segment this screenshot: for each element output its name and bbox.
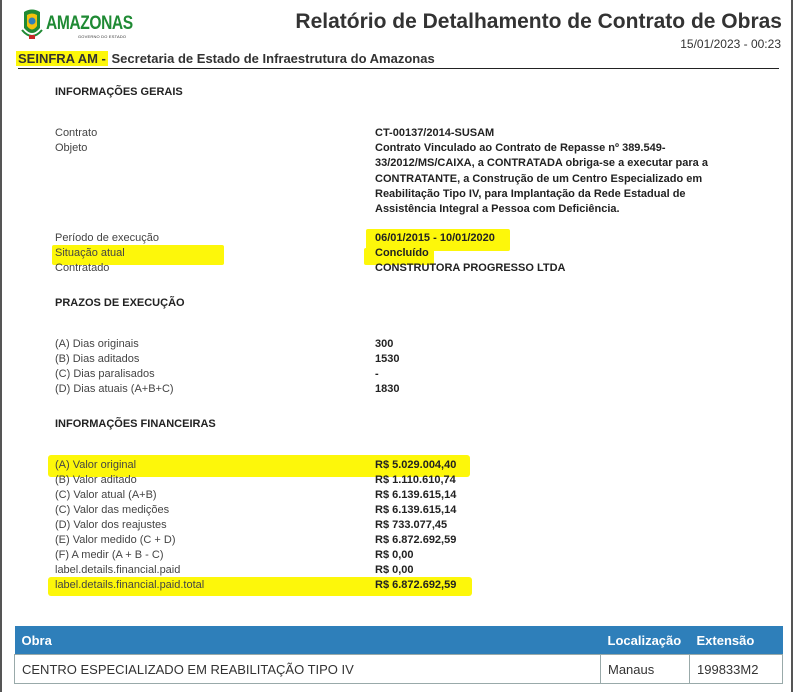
financial-value: R$ 6.872.692,59 xyxy=(375,579,457,591)
objeto-label: Objeto xyxy=(55,142,88,154)
column-header-obra: Obra xyxy=(15,626,601,655)
section-heading-general: INFORMAÇÕES GERAIS xyxy=(55,86,183,98)
org-acronym: SEINFRA AM - xyxy=(18,51,106,66)
objeto-value: Contrato Vinculado ao Contrato de Repasse nº 389.549-33/2012/MS/CAIXA, a CONTRATADA obriga-se a executar para a CONTRATANTE, a Construção de um Centro Especializado em Reabilitação Tipo IV, para Implantação da Rede Estadual de Assistência Integral a Pessoa com Deficiência. xyxy=(375,142,708,216)
works-table xyxy=(14,626,783,684)
financial-label: (F) A medir (A + B - C) xyxy=(55,549,164,561)
organization-line xyxy=(18,51,435,66)
deadline-label: (D) Dias atuais (A+B+C) xyxy=(55,383,174,395)
deadline-value: 1830 xyxy=(375,383,400,395)
financial-label: label.details.financial.paid xyxy=(55,564,181,576)
works-table-header xyxy=(15,626,783,655)
deadline-value: 1530 xyxy=(375,353,400,365)
situacao-value: Concluído xyxy=(375,247,429,259)
financial-value: R$ 5.029.004,40 xyxy=(375,459,457,471)
state-logo xyxy=(20,8,152,44)
financial-label: (E) Valor medido (C + D) xyxy=(55,534,176,546)
report-datetime: 15/01/2023 - 00:23 xyxy=(680,37,781,51)
deadline-value: 300 xyxy=(375,338,394,350)
financial-value: R$ 6.139.615,14 xyxy=(375,489,457,501)
column-header-localizacao: Localização xyxy=(601,626,690,655)
report-title: Relatório de Detalhamento de Contrato de Obras xyxy=(295,10,782,33)
page-border-left xyxy=(0,0,2,692)
financial-value: R$ 0,00 xyxy=(375,564,414,576)
org-name: Secretaria de Estado de Infraestrutura do Amazonas xyxy=(111,51,435,66)
financial-label: (B) Valor aditado xyxy=(55,474,137,486)
table-row xyxy=(15,655,783,684)
financial-value: R$ 733.077,45 xyxy=(375,519,448,531)
situacao-label: Situação atual xyxy=(55,247,125,259)
financial-value: R$ 1.110.610,74 xyxy=(375,474,456,486)
financial-label: (D) Valor dos reajustes xyxy=(55,519,167,531)
deadline-label: (B) Dias aditados xyxy=(55,353,140,365)
brand-subtitle: GOVERNO DO ESTADO xyxy=(78,34,127,39)
section-heading-financial: INFORMAÇÕES FINANCEIRAS xyxy=(55,418,216,430)
contratado-value: CONSTRUTORA PROGRESSO LTDA xyxy=(375,262,566,274)
contrato-value: CT-00137/2014-SUSAM xyxy=(375,127,495,139)
periodo-value: 06/01/2015 - 10/01/2020 xyxy=(375,232,495,244)
cell-localizacao: Manaus xyxy=(601,655,690,684)
contratado-label: Contratado xyxy=(55,262,110,274)
periodo-label: Período de execução xyxy=(55,232,159,244)
financial-label: (C) Valor atual (A+B) xyxy=(55,489,157,501)
cell-extensao: 199833M2 xyxy=(690,655,783,684)
deadline-label: (A) Dias originais xyxy=(55,338,139,350)
deadline-label: (C) Dias paralisados xyxy=(55,368,155,380)
section-heading-deadlines: PRAZOS DE EXECUÇÃO xyxy=(55,297,185,309)
column-header-extensao: Extensão xyxy=(690,626,783,655)
cell-obra: CENTRO ESPECIALIZADO EM REABILITAÇÃO TIPO IV xyxy=(15,655,601,684)
coat-of-arms-icon xyxy=(20,8,44,44)
financial-label: (C) Valor das medições xyxy=(55,504,170,516)
financial-value: R$ 6.872.692,59 xyxy=(375,534,457,546)
financial-label: label.details.financial.paid.total xyxy=(55,579,205,591)
brand-name: AMAZONAS xyxy=(46,13,133,34)
deadline-value: - xyxy=(375,368,379,380)
financial-value: R$ 0,00 xyxy=(375,549,414,561)
header-divider xyxy=(18,68,779,69)
contrato-label: Contrato xyxy=(55,127,98,139)
financial-value: R$ 6.139.615,14 xyxy=(375,504,457,516)
financial-label: (A) Valor original xyxy=(55,459,137,471)
